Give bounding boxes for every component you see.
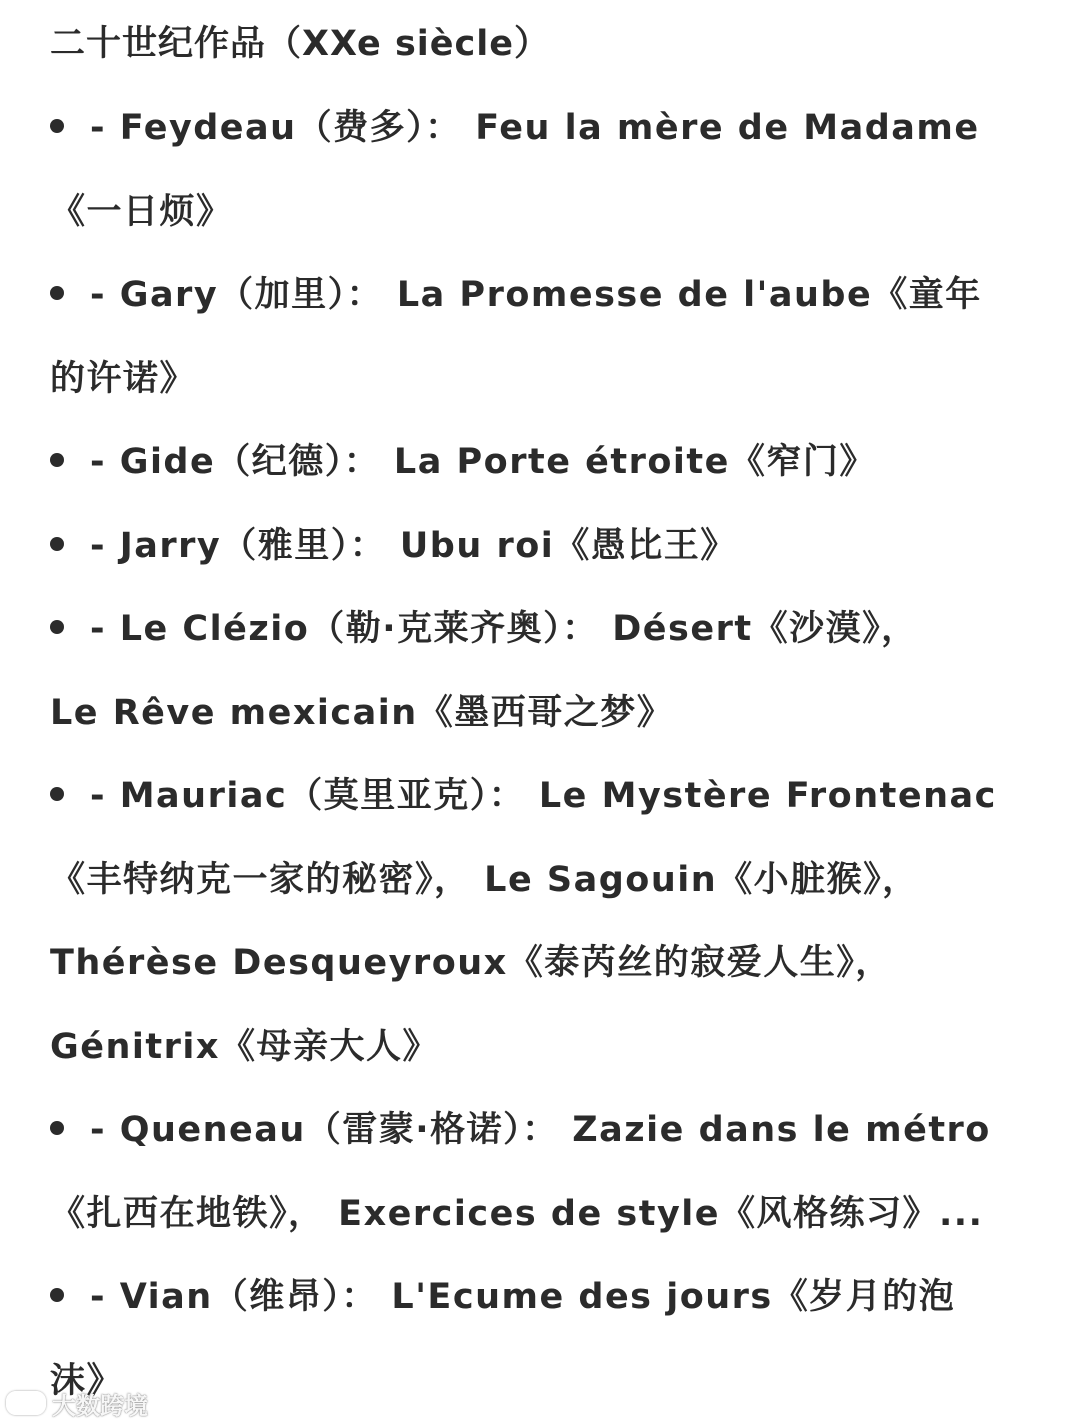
list-item-text: Le Rêve mexicain《墨西哥之梦》 — [50, 692, 674, 733]
list-item-text: 《丰特纳克一家的秘密》， Le Sagouin《小脏猴》， — [50, 859, 919, 900]
list-item-continuation — [50, 188, 233, 236]
list-item-text: - Mauriac（莫里亚克）： Le Mystère Frontenac — [90, 776, 997, 816]
list-item-continuation — [50, 355, 196, 403]
list-item-text: 《扎西在地铁》， Exercices de style《风格练习》... — [50, 1193, 984, 1234]
bullet-icon — [50, 1288, 64, 1302]
list-item-continuation — [50, 939, 892, 987]
list-item-text: - Gary（加里）： La Promesse de l'aube《童年 — [90, 275, 982, 315]
list-item-continuation — [50, 689, 673, 737]
list-item — [50, 438, 876, 486]
list-item — [50, 1106, 991, 1154]
list-item — [50, 772, 997, 820]
list-item-continuation — [50, 1023, 439, 1071]
bullet-icon — [50, 787, 64, 801]
bullet-icon — [50, 453, 64, 467]
watermark-logo-icon — [6, 1391, 46, 1415]
list-item-text: Thérèse Desqueyroux《泰芮丝的寂爱人生》， — [50, 943, 892, 983]
list-item-text: 沫》 — [50, 1360, 124, 1401]
bullet-icon — [50, 537, 64, 551]
list-item-text: 《一日烦》 — [50, 191, 233, 232]
list-item — [50, 104, 980, 152]
bullet-icon — [50, 286, 64, 300]
list-item-text: - Gide（纪德）： La Porte étroite《窄门》 — [90, 442, 876, 482]
list-item-text: - Jarry（雅里）： Ubu roi《愚比王》 — [90, 525, 737, 566]
watermark — [6, 1388, 148, 1418]
section-heading: 二十世纪作品（XXe siècle） — [50, 24, 551, 64]
list-item-text: - Feydeau（费多）： Feu la mère de Madame — [90, 108, 980, 148]
list-item-text: - Queneau（雷蒙·格诺）： Zazie dans le métro — [90, 1110, 991, 1150]
list-item-continuation — [50, 856, 919, 904]
bullet-icon — [50, 620, 64, 634]
list-item-text: Génitrix《母亲大人》 — [50, 1026, 439, 1067]
list-item — [50, 605, 918, 653]
list-item-text: - Vian（维昂）： L'Ecume des jours《岁月的泡 — [90, 1277, 956, 1317]
bullet-icon — [50, 119, 64, 133]
list-item-continuation — [50, 1190, 983, 1238]
list-item — [50, 1273, 955, 1321]
bullet-icon — [50, 1121, 64, 1135]
list-item-text: - Le Clézio（勒·克莱齐奥）： Désert《沙漠》， — [90, 609, 918, 649]
list-item — [50, 522, 737, 570]
watermark-text: 大数跨境 — [52, 1391, 148, 1420]
list-item — [50, 271, 982, 319]
list-item-text: 的许诺》 — [50, 358, 197, 399]
